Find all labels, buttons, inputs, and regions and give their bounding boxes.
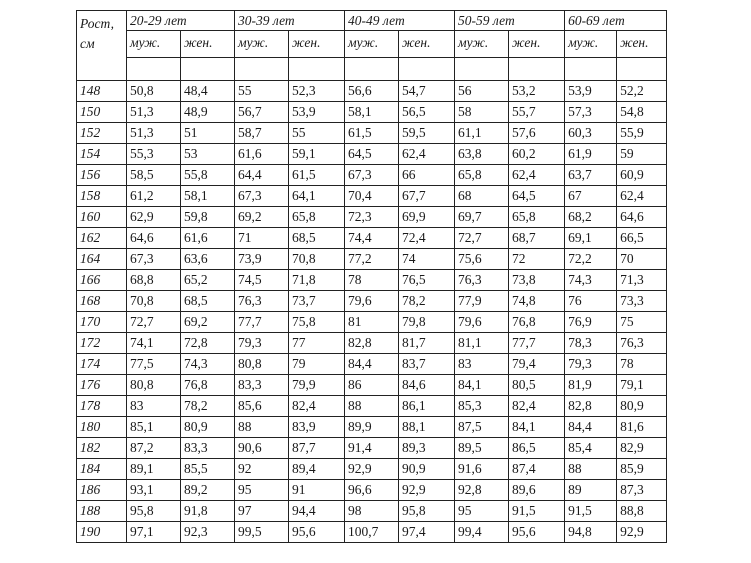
table-row (77, 207, 667, 228)
female-weight-cell: 91,5 (509, 501, 565, 522)
male-weight-cell: 80,8 (235, 354, 289, 375)
female-weight-cell: 64,5 (509, 186, 565, 207)
height-cell: 170 (77, 312, 127, 333)
male-weight-cell: 62,9 (127, 207, 181, 228)
female-weight-cell: 80,9 (181, 417, 235, 438)
male-weight-cell: 84,4 (345, 354, 399, 375)
height-cell: 166 (77, 270, 127, 291)
male-weight-cell: 55 (235, 81, 289, 102)
female-weight-cell: 89,3 (399, 438, 455, 459)
male-weight-cell: 70,8 (127, 291, 181, 312)
table-body (77, 11, 667, 543)
female-weight-cell: 74,3 (181, 354, 235, 375)
table-row (77, 459, 667, 480)
male-weight-cell: 92 (235, 459, 289, 480)
male-weight-cell: 91,5 (565, 501, 617, 522)
female-weight-cell: 72,4 (399, 228, 455, 249)
female-weight-cell: 76,8 (509, 312, 565, 333)
female-weight-cell: 62,4 (509, 165, 565, 186)
weight-height-age-table-page (76, 10, 666, 543)
female-weight-cell: 62,4 (617, 186, 667, 207)
male-weight-cell: 83 (127, 396, 181, 417)
male-weight-cell: 79,6 (455, 312, 509, 333)
female-header: жен. (509, 31, 565, 58)
male-weight-cell: 79,3 (565, 354, 617, 375)
male-weight-cell: 91,6 (455, 459, 509, 480)
male-weight-cell: 91,4 (345, 438, 399, 459)
female-weight-cell: 83,9 (289, 417, 345, 438)
male-weight-cell: 88 (565, 459, 617, 480)
male-weight-cell: 69,2 (235, 207, 289, 228)
male-weight-cell: 74,5 (235, 270, 289, 291)
table-row (77, 123, 667, 144)
female-weight-cell: 83,7 (399, 354, 455, 375)
female-weight-cell: 66,5 (617, 228, 667, 249)
male-weight-cell: 89,9 (345, 417, 399, 438)
male-weight-cell: 73,9 (235, 249, 289, 270)
female-header: жен. (181, 31, 235, 58)
male-weight-cell: 58,1 (345, 102, 399, 123)
height-cell: 172 (77, 333, 127, 354)
height-cell: 178 (77, 396, 127, 417)
male-weight-cell: 58,7 (235, 123, 289, 144)
table-row (77, 480, 667, 501)
male-weight-cell: 76,9 (565, 312, 617, 333)
female-header: жен. (617, 31, 667, 58)
male-header: муж. (455, 31, 509, 58)
male-weight-cell: 53,9 (565, 81, 617, 102)
female-weight-cell: 55,7 (509, 102, 565, 123)
height-cell: 152 (77, 123, 127, 144)
weight-table (76, 10, 667, 543)
male-weight-cell: 72,7 (127, 312, 181, 333)
male-weight-cell: 88 (235, 417, 289, 438)
male-weight-cell: 58 (455, 102, 509, 123)
male-weight-cell: 64,6 (127, 228, 181, 249)
male-weight-cell: 99,5 (235, 522, 289, 543)
height-cell: 160 (77, 207, 127, 228)
male-weight-cell: 63,7 (565, 165, 617, 186)
male-weight-cell: 74,4 (345, 228, 399, 249)
female-weight-cell: 97,4 (399, 522, 455, 543)
female-weight-cell: 67,7 (399, 186, 455, 207)
female-weight-cell: 52,2 (617, 81, 667, 102)
male-weight-cell: 99,4 (455, 522, 509, 543)
female-weight-cell: 75,8 (289, 312, 345, 333)
male-weight-cell: 51,3 (127, 123, 181, 144)
female-weight-cell: 55 (289, 123, 345, 144)
female-weight-cell: 68,7 (509, 228, 565, 249)
height-column-header (77, 11, 127, 81)
age-group-header: 20-29 лет (127, 11, 235, 31)
male-weight-cell: 72,7 (455, 228, 509, 249)
female-weight-cell: 84,1 (509, 417, 565, 438)
age-group-header: 40-49 лет (345, 11, 455, 31)
male-weight-cell: 85,1 (127, 417, 181, 438)
female-weight-cell: 83,3 (181, 438, 235, 459)
spacer-cell (127, 58, 181, 81)
male-weight-cell: 97 (235, 501, 289, 522)
female-weight-cell: 64,1 (289, 186, 345, 207)
male-header: муж. (127, 31, 181, 58)
table-row (77, 249, 667, 270)
spacer-cell (565, 58, 617, 81)
table-row (77, 144, 667, 165)
male-weight-cell: 90,6 (235, 438, 289, 459)
male-weight-cell: 64,5 (345, 144, 399, 165)
spacer-cell (509, 58, 565, 81)
female-weight-cell: 53 (181, 144, 235, 165)
male-weight-cell: 67 (565, 186, 617, 207)
spacer-cell (235, 58, 289, 81)
male-weight-cell: 83 (455, 354, 509, 375)
female-weight-cell: 92,3 (181, 522, 235, 543)
male-weight-cell: 76,3 (235, 291, 289, 312)
height-cell: 148 (77, 81, 127, 102)
height-cell: 154 (77, 144, 127, 165)
male-weight-cell: 58,5 (127, 165, 181, 186)
female-weight-cell: 59,1 (289, 144, 345, 165)
female-weight-cell: 82,4 (289, 396, 345, 417)
female-weight-cell: 78,2 (399, 291, 455, 312)
female-weight-cell: 69,2 (181, 312, 235, 333)
female-weight-cell: 87,3 (617, 480, 667, 501)
table-row (77, 522, 667, 543)
male-weight-cell: 83,3 (235, 375, 289, 396)
male-weight-cell: 61,2 (127, 186, 181, 207)
male-weight-cell: 94,8 (565, 522, 617, 543)
table-row (77, 291, 667, 312)
male-weight-cell: 77,9 (455, 291, 509, 312)
male-weight-cell: 76 (565, 291, 617, 312)
spacer-cell (617, 58, 667, 81)
table-row (77, 501, 667, 522)
female-weight-cell: 63,6 (181, 249, 235, 270)
female-weight-cell: 79 (289, 354, 345, 375)
female-weight-cell: 73,7 (289, 291, 345, 312)
male-weight-cell: 85,4 (565, 438, 617, 459)
age-group-header: 50-59 лет (455, 11, 565, 31)
male-weight-cell: 93,1 (127, 480, 181, 501)
female-weight-cell: 65,8 (509, 207, 565, 228)
female-weight-cell: 68,5 (289, 228, 345, 249)
male-weight-cell: 81,9 (565, 375, 617, 396)
height-cell: 164 (77, 249, 127, 270)
female-weight-cell: 72,8 (181, 333, 235, 354)
age-group-header: 30-39 лет (235, 11, 345, 31)
male-weight-cell: 89,5 (455, 438, 509, 459)
female-weight-cell: 82,9 (617, 438, 667, 459)
male-weight-cell: 68 (455, 186, 509, 207)
female-weight-cell: 59,5 (399, 123, 455, 144)
female-weight-cell: 57,6 (509, 123, 565, 144)
female-weight-cell: 92,9 (617, 522, 667, 543)
male-weight-cell: 74,1 (127, 333, 181, 354)
male-weight-cell: 80,8 (127, 375, 181, 396)
female-weight-cell: 81,7 (399, 333, 455, 354)
male-weight-cell: 82,8 (565, 396, 617, 417)
male-weight-cell: 97,1 (127, 522, 181, 543)
male-weight-cell: 84,4 (565, 417, 617, 438)
male-weight-cell: 56 (455, 81, 509, 102)
female-weight-cell: 92,9 (399, 480, 455, 501)
female-weight-cell: 61,6 (181, 228, 235, 249)
male-weight-cell: 68,2 (565, 207, 617, 228)
female-weight-cell: 71,3 (617, 270, 667, 291)
female-weight-cell: 64,6 (617, 207, 667, 228)
male-weight-cell: 75,6 (455, 249, 509, 270)
male-weight-cell: 87,2 (127, 438, 181, 459)
female-weight-cell: 79,9 (289, 375, 345, 396)
female-weight-cell: 82,4 (509, 396, 565, 417)
spacer-cell (345, 58, 399, 81)
spacer-cell (455, 58, 509, 81)
height-cell: 158 (77, 186, 127, 207)
female-weight-cell: 88,1 (399, 417, 455, 438)
female-weight-cell: 80,9 (617, 396, 667, 417)
female-weight-cell: 59,8 (181, 207, 235, 228)
female-weight-cell: 79,1 (617, 375, 667, 396)
female-weight-cell: 62,4 (399, 144, 455, 165)
female-weight-cell: 78 (617, 354, 667, 375)
male-weight-cell: 57,3 (565, 102, 617, 123)
female-weight-cell: 60,9 (617, 165, 667, 186)
male-weight-cell: 71 (235, 228, 289, 249)
male-weight-cell: 89,1 (127, 459, 181, 480)
male-weight-cell: 72,2 (565, 249, 617, 270)
female-weight-cell: 84,6 (399, 375, 455, 396)
male-weight-cell: 85,6 (235, 396, 289, 417)
female-weight-cell: 52,3 (289, 81, 345, 102)
height-cell: 156 (77, 165, 127, 186)
spacer-cell (181, 58, 235, 81)
male-weight-cell: 86 (345, 375, 399, 396)
female-header: жен. (399, 31, 455, 58)
female-weight-cell: 60,2 (509, 144, 565, 165)
male-weight-cell: 81,1 (455, 333, 509, 354)
female-weight-cell: 48,9 (181, 102, 235, 123)
male-weight-cell: 95 (235, 480, 289, 501)
male-weight-cell: 95,8 (127, 501, 181, 522)
female-weight-cell: 91,8 (181, 501, 235, 522)
table-row (77, 417, 667, 438)
female-weight-cell: 76,8 (181, 375, 235, 396)
male-weight-cell: 67,3 (345, 165, 399, 186)
male-weight-cell: 85,3 (455, 396, 509, 417)
height-cell: 168 (77, 291, 127, 312)
male-weight-cell: 69,1 (565, 228, 617, 249)
height-cell: 184 (77, 459, 127, 480)
female-weight-cell: 85,9 (617, 459, 667, 480)
male-weight-cell: 63,8 (455, 144, 509, 165)
female-weight-cell: 88,8 (617, 501, 667, 522)
height-header-line-1: Рост, (80, 16, 114, 31)
female-weight-cell: 73,3 (617, 291, 667, 312)
female-weight-cell: 65,2 (181, 270, 235, 291)
table-row (77, 270, 667, 291)
male-weight-cell: 79,3 (235, 333, 289, 354)
female-weight-cell: 80,5 (509, 375, 565, 396)
male-header: муж. (235, 31, 289, 58)
height-cell: 180 (77, 417, 127, 438)
female-weight-cell: 68,5 (181, 291, 235, 312)
female-weight-cell: 53,9 (289, 102, 345, 123)
male-weight-cell: 68,8 (127, 270, 181, 291)
female-weight-cell: 70 (617, 249, 667, 270)
female-weight-cell: 94,4 (289, 501, 345, 522)
male-weight-cell: 67,3 (127, 249, 181, 270)
table-row (77, 102, 667, 123)
male-weight-cell: 77,5 (127, 354, 181, 375)
male-weight-cell: 78 (345, 270, 399, 291)
female-weight-cell: 87,7 (289, 438, 345, 459)
male-weight-cell: 78,3 (565, 333, 617, 354)
female-weight-cell: 72 (509, 249, 565, 270)
male-weight-cell: 77,2 (345, 249, 399, 270)
female-weight-cell: 71,8 (289, 270, 345, 291)
female-weight-cell: 79,8 (399, 312, 455, 333)
male-weight-cell: 92,9 (345, 459, 399, 480)
female-weight-cell: 61,5 (289, 165, 345, 186)
male-weight-cell: 64,4 (235, 165, 289, 186)
female-weight-cell: 70,8 (289, 249, 345, 270)
female-weight-cell: 74,8 (509, 291, 565, 312)
spacer-row (77, 58, 667, 81)
male-weight-cell: 61,5 (345, 123, 399, 144)
female-weight-cell: 74 (399, 249, 455, 270)
female-weight-cell: 58,1 (181, 186, 235, 207)
female-weight-cell: 54,7 (399, 81, 455, 102)
male-weight-cell: 89 (565, 480, 617, 501)
female-weight-cell: 59 (617, 144, 667, 165)
female-weight-cell: 90,9 (399, 459, 455, 480)
female-weight-cell: 76,3 (617, 333, 667, 354)
female-weight-cell: 48,4 (181, 81, 235, 102)
male-weight-cell: 69,7 (455, 207, 509, 228)
age-group-header: 60-69 лет (565, 11, 667, 31)
spacer-cell (399, 58, 455, 81)
male-weight-cell: 74,3 (565, 270, 617, 291)
female-weight-cell: 73,8 (509, 270, 565, 291)
male-weight-cell: 72,3 (345, 207, 399, 228)
female-weight-cell: 85,5 (181, 459, 235, 480)
male-weight-cell: 81 (345, 312, 399, 333)
female-weight-cell: 56,5 (399, 102, 455, 123)
male-weight-cell: 65,8 (455, 165, 509, 186)
male-weight-cell: 88 (345, 396, 399, 417)
male-weight-cell: 56,7 (235, 102, 289, 123)
height-cell: 186 (77, 480, 127, 501)
female-weight-cell: 95,6 (509, 522, 565, 543)
male-weight-cell: 70,4 (345, 186, 399, 207)
male-weight-cell: 77,7 (235, 312, 289, 333)
male-weight-cell: 82,8 (345, 333, 399, 354)
table-row (77, 333, 667, 354)
male-weight-cell: 61,9 (565, 144, 617, 165)
female-weight-cell: 95,8 (399, 501, 455, 522)
female-weight-cell: 95,6 (289, 522, 345, 543)
table-row (77, 396, 667, 417)
female-weight-cell: 89,4 (289, 459, 345, 480)
male-weight-cell: 87,5 (455, 417, 509, 438)
female-weight-cell: 65,8 (289, 207, 345, 228)
female-weight-cell: 79,4 (509, 354, 565, 375)
sex-header-row (77, 31, 667, 58)
female-weight-cell: 78,2 (181, 396, 235, 417)
height-cell: 162 (77, 228, 127, 249)
female-weight-cell: 87,4 (509, 459, 565, 480)
table-row (77, 81, 667, 102)
female-weight-cell: 89,6 (509, 480, 565, 501)
female-weight-cell: 75 (617, 312, 667, 333)
age-group-header-row (77, 11, 667, 31)
male-weight-cell: 96,6 (345, 480, 399, 501)
male-weight-cell: 95 (455, 501, 509, 522)
male-weight-cell: 100,7 (345, 522, 399, 543)
table-row (77, 375, 667, 396)
table-row (77, 228, 667, 249)
female-weight-cell: 66 (399, 165, 455, 186)
male-weight-cell: 84,1 (455, 375, 509, 396)
female-weight-cell: 51 (181, 123, 235, 144)
female-weight-cell: 77,7 (509, 333, 565, 354)
female-weight-cell: 55,9 (617, 123, 667, 144)
height-cell: 188 (77, 501, 127, 522)
male-weight-cell: 67,3 (235, 186, 289, 207)
female-weight-cell: 91 (289, 480, 345, 501)
female-weight-cell: 55,8 (181, 165, 235, 186)
male-weight-cell: 50,8 (127, 81, 181, 102)
height-cell: 174 (77, 354, 127, 375)
table-row (77, 312, 667, 333)
table-row (77, 438, 667, 459)
female-header: жен. (289, 31, 345, 58)
male-weight-cell: 56,6 (345, 81, 399, 102)
female-weight-cell: 89,2 (181, 480, 235, 501)
female-weight-cell: 54,8 (617, 102, 667, 123)
male-weight-cell: 79,6 (345, 291, 399, 312)
male-weight-cell: 76,3 (455, 270, 509, 291)
male-weight-cell: 61,6 (235, 144, 289, 165)
female-weight-cell: 53,2 (509, 81, 565, 102)
female-weight-cell: 76,5 (399, 270, 455, 291)
male-weight-cell: 98 (345, 501, 399, 522)
male-weight-cell: 55,3 (127, 144, 181, 165)
height-header-line-2: см (80, 35, 95, 51)
table-row (77, 186, 667, 207)
spacer-cell (289, 58, 345, 81)
male-weight-cell: 60,3 (565, 123, 617, 144)
male-header: муж. (345, 31, 399, 58)
female-weight-cell: 81,6 (617, 417, 667, 438)
male-weight-cell: 92,8 (455, 480, 509, 501)
height-cell: 190 (77, 522, 127, 543)
male-weight-cell: 61,1 (455, 123, 509, 144)
table-row (77, 354, 667, 375)
male-weight-cell: 51,3 (127, 102, 181, 123)
table-row (77, 165, 667, 186)
height-cell: 176 (77, 375, 127, 396)
female-weight-cell: 77 (289, 333, 345, 354)
male-header: муж. (565, 31, 617, 58)
height-cell: 182 (77, 438, 127, 459)
height-cell: 150 (77, 102, 127, 123)
female-weight-cell: 86,1 (399, 396, 455, 417)
female-weight-cell: 69,9 (399, 207, 455, 228)
female-weight-cell: 86,5 (509, 438, 565, 459)
